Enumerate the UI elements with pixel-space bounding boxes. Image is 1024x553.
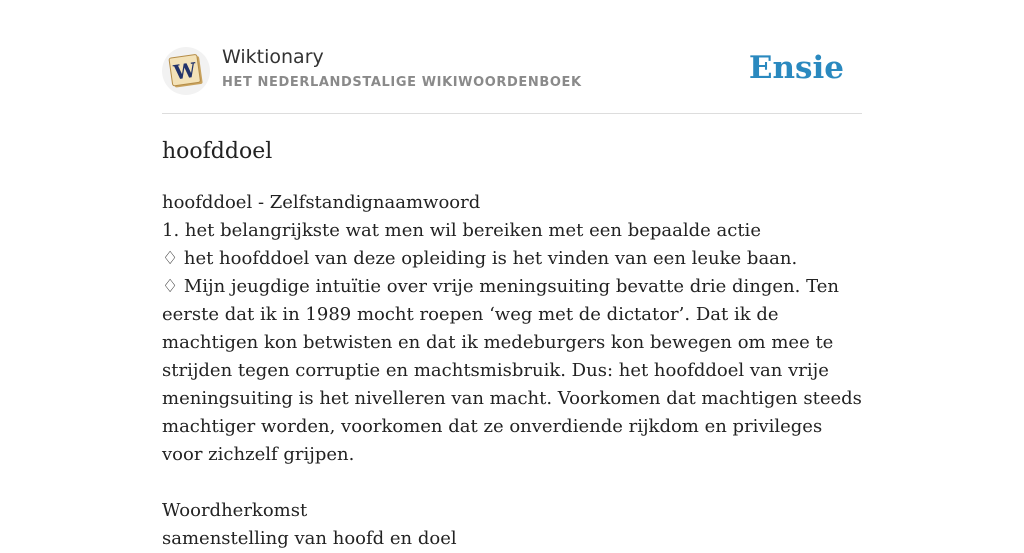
site-subtitle: HET NEDERLANDSTALIGE WIKIWOORDENBOEK — [222, 75, 582, 90]
page-title: hoofddoel — [162, 139, 273, 164]
example-quote: ♢ Mijn jeugdige intuïtie over vrije meningsuiting bevatte drie dingen. Ten eerste dat ik in 1989 mocht roepen ‘weg met de dictator’. Dat ik de machtigen kon betwisten en dat ik medeburgers kon bewegen om mee te strijden tegen corruptie en machtsmisbruik. Dus: het hoofddoel van vrije meningsuiting is het nivelleren van macht. Voorkomen dat machtigen steeds machtiger worden, voorkomen dat ze onverdiende rijkdom en privileges voor zichzelf grijpen. — [162, 276, 862, 465]
word-type-line: hoofddoel - Zelfstandignaamwoord — [162, 192, 481, 213]
site-header — [162, 44, 862, 100]
site-name[interactable]: Wiktionary — [222, 46, 324, 68]
entry-content — [162, 189, 862, 553]
example-sentence: ♢ het hoofddoel van deze opleiding is het vinden van een leuke baan. — [162, 248, 798, 269]
definition: 1. het belangrijkste wat men wil bereiken met een bepaalde actie — [162, 220, 761, 241]
logo-letter: W — [172, 57, 198, 85]
etymology-text: samenstelling van hoofd en doel — [162, 528, 457, 549]
etymology-heading: Woordherkomst — [162, 500, 308, 521]
ensie-brand-link[interactable]: Ensie — [748, 50, 844, 86]
header-divider — [162, 113, 862, 114]
wiktionary-logo-icon[interactable] — [162, 47, 210, 95]
